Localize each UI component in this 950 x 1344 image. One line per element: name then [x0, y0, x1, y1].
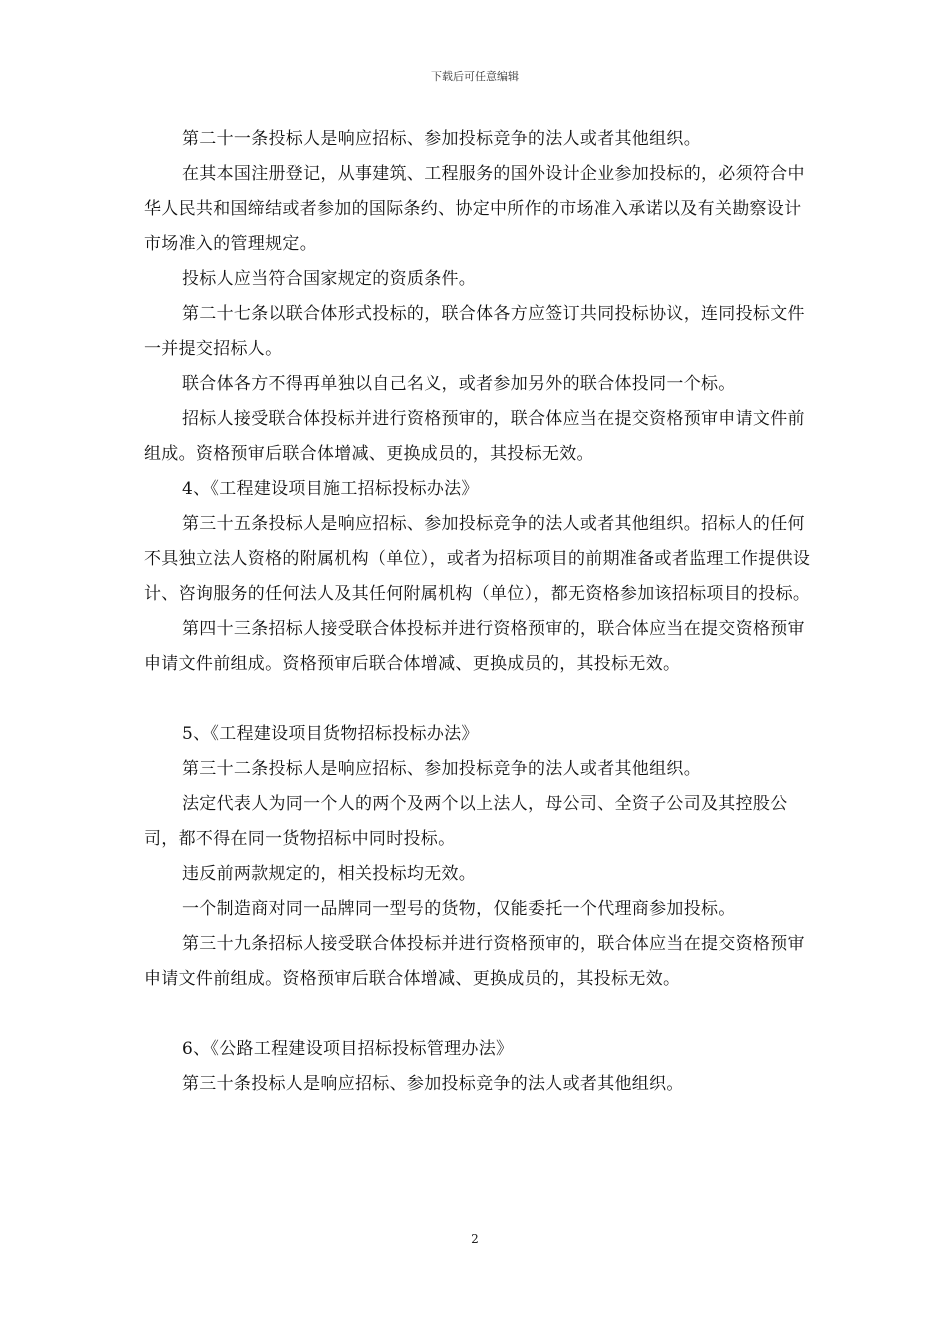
header-note: 下载后可任意编辑: [431, 70, 519, 83]
section-heading-5: 5、《工程建设项目货物招标投标办法》: [182, 724, 479, 744]
paragraph-article-39: 第三十九条招标人接受联合体投标并进行资格预审的，联合体应当在提交资格预审申请文件前组成。资格预审后联合体增减、更换成员的，其投标无效。: [144, 934, 805, 989]
section-heading-6: 6、《公路工程建设项目招标投标管理办法》: [182, 1039, 514, 1059]
paragraph-article-21: 第二十一条投标人是响应招标、参加投标竞争的法人或者其他组织。: [182, 129, 701, 149]
paragraph-article-35: 第三十五条投标人是响应招标、参加投标竞争的法人或者其他组织。招标人的任何不具独立法人资格的附属机构（单位），或者为招标项目的前期准备或者监理工作提供设计、咨询服务的任何法人及其任何附属机构（单位），都无资格参加该招标项目的投标。: [144, 514, 811, 604]
paragraph-qualification: 投标人应当符合国家规定的资质条件。: [182, 269, 477, 289]
section-heading-4: 4、《工程建设项目施工招标投标办法》: [182, 479, 479, 499]
document-body: [144, 122, 812, 1102]
paragraph-legal-representative: 法定代表人为同一个人的两个及两个以上法人，母公司、全资子公司及其控股公司，都不得在同一货物招标中同时投标。: [144, 794, 788, 849]
paragraph-manufacturer-agent: 一个制造商对同一品牌同一型号的货物，仅能委托一个代理商参加投标。: [182, 899, 736, 919]
section-spacer: [144, 997, 812, 1032]
paragraph-article-27: 第二十七条以联合体形式投标的，联合体各方应签订共同投标协议，连同投标文件一并提交招标人。: [144, 304, 805, 359]
paragraph-consortium-restriction: 联合体各方不得再单独以自己名义，或者参加另外的联合体投同一个标。: [182, 374, 736, 394]
paragraph-article-32: 第三十二条投标人是响应招标、参加投标竞争的法人或者其他组织。: [182, 759, 701, 779]
paragraph-article-43: 第四十三条招标人接受联合体投标并进行资格预审的，联合体应当在提交资格预审申请文件前组成。资格预审后联合体增减、更换成员的，其投标无效。: [144, 619, 805, 674]
paragraph-article-30: 第三十条投标人是响应招标、参加投标竞争的法人或者其他组织。: [182, 1074, 684, 1094]
page-number: 2: [471, 1232, 479, 1246]
paragraph-consortium-prequalification: 招标人接受联合体投标并进行资格预审的，联合体应当在提交资格预审申请文件前组成。资格预审后联合体增减、更换成员的，其投标无效。: [144, 409, 805, 464]
section-spacer: [144, 682, 812, 717]
paragraph-violation: 违反前两款规定的，相关投标均无效。: [182, 864, 477, 884]
paragraph-foreign-design-firms: 在其本国注册登记，从事建筑、工程服务的国外设计企业参加投标的，必须符合中华人民共和国缔结或者参加的国际条约、协定中所作的市场准入承诺以及有关勘察设计市场准入的管理规定。: [144, 164, 805, 254]
